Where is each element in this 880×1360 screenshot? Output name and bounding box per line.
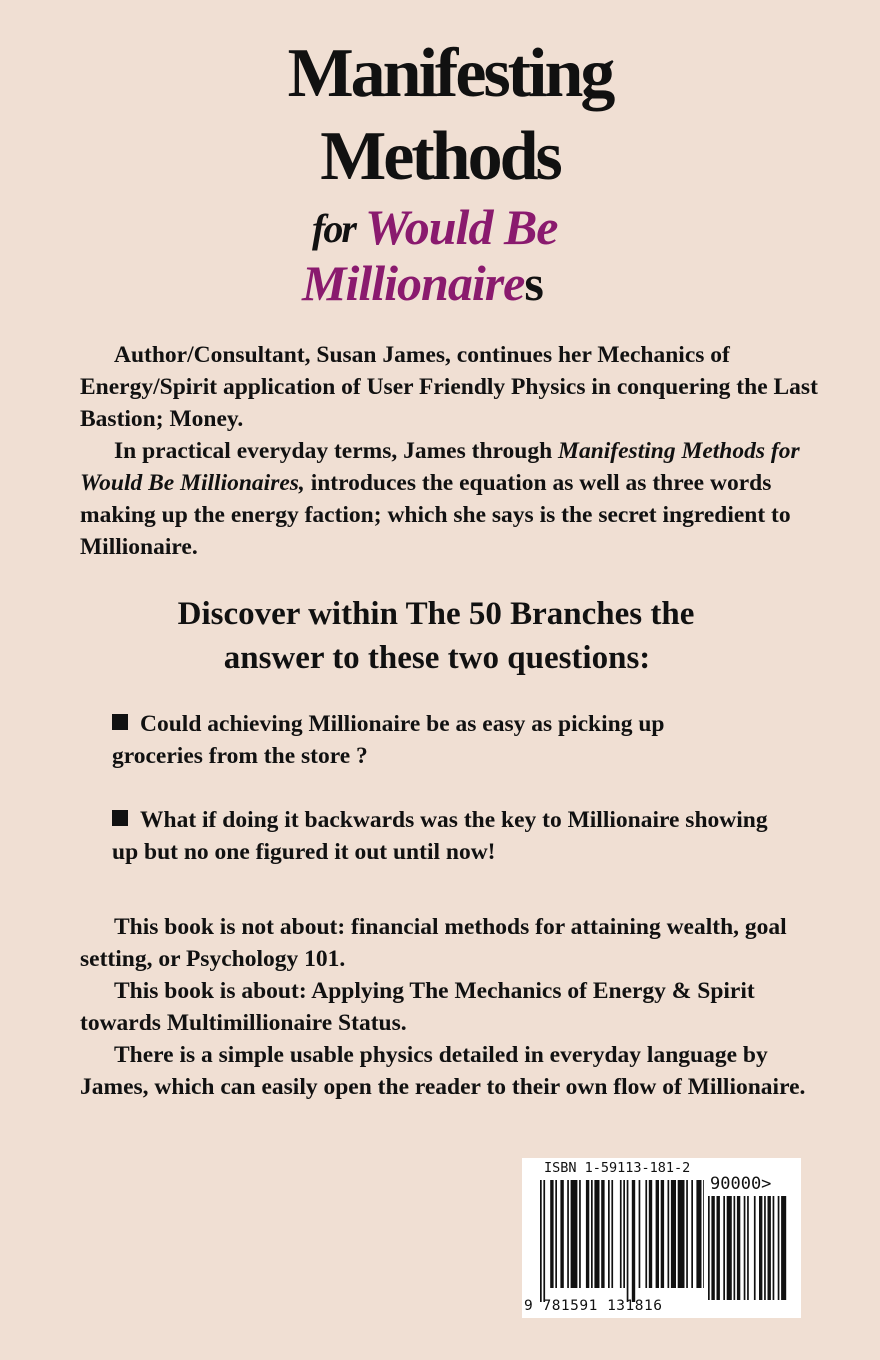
barcode-bar [620,1180,622,1288]
barcode-bar [543,1180,545,1302]
barcode-bar [656,1180,659,1288]
bullet-square-icon [112,714,128,730]
barcode-bar [744,1196,746,1300]
barcode-bar [727,1196,732,1300]
ean-barcode-bars [540,1180,704,1302]
subtitle-millionaires [302,256,543,310]
bullet-square-icon [112,810,128,826]
barcode-bar [579,1180,581,1288]
barcode-bar [623,1180,625,1288]
barcode-bar [601,1180,604,1288]
isbn-label: ISBN 1-59113-181-2 [544,1160,691,1176]
barcode-bar [639,1180,641,1288]
about-paragraph-1: This book is not about: financial methods for attaining wealth, goal setting, or Psychology 101. [80,914,787,972]
barcode-bar [611,1180,613,1288]
barcode-bar [594,1180,599,1288]
about-paragraph-2: This book is about: Applying The Mechanics of Energy & Spirit towards Multimillionaire Status. [80,978,755,1036]
question-1: Could achieving Millionaire be as easy as picking up groceries from the store ? [112,711,665,769]
price-code: 90000> [710,1174,772,1194]
barcode-bar [778,1196,780,1300]
barcode-bar [645,1180,647,1288]
price-addon-bars [708,1196,796,1302]
discover-heading-line-1: Discover within The 50 Branches the [177,596,695,632]
barcode-number: 9 781591 131816 [524,1298,663,1314]
barcode-bar [661,1180,664,1288]
discover-heading-line-2: answer to these two questions: [223,640,651,676]
barcode-bar [567,1180,569,1288]
barcode-bar [560,1180,563,1288]
barcode-bar [723,1196,725,1300]
barcode-bar [734,1196,736,1300]
barcode-bar [671,1180,676,1288]
barcode-bar [703,1180,704,1288]
barcode-bar [764,1196,766,1300]
barcode-bar [649,1180,652,1288]
barcode-bar [768,1196,771,1300]
barcode-bar [773,1196,775,1300]
subtitle-for: for [312,206,355,251]
barcode-bar [608,1180,610,1288]
barcode-bar [686,1180,688,1288]
barcode-bar [586,1180,589,1288]
barcode-bar [711,1196,714,1300]
barcode-bar [668,1180,670,1288]
book-title-italic: Manifesting Methods for Would Be Millionaires, [80,438,800,496]
barcode-bar [696,1180,701,1288]
barcode-bar [717,1196,720,1300]
subtitle-would-be: Would Be [365,199,558,255]
barcode-bar [632,1180,635,1302]
barcode-bar [555,1180,557,1288]
subtitle-millionaire-word: Millionaire [302,255,525,311]
title-line-2: Methods [320,118,560,195]
intro-paragraph-1: Author/Consultant, Susan James, continues her Mechanics of Energy/Spirit application of User Friendly Physics in conquering the Last Bastion; Money. [80,342,818,432]
barcode-panel [522,1158,801,1318]
barcode-bar [627,1180,629,1302]
question-2: What if doing it backwards was the key to Millionaire showing up but no one figured it out until now! [112,807,768,865]
subtitle-plural-s: s [524,255,543,311]
barcode-bar [550,1180,553,1288]
barcode-bar [708,1196,710,1300]
barcode-bar [540,1180,542,1302]
barcode-bar [759,1196,762,1300]
barcode-bar [781,1196,786,1300]
barcode-bar [691,1180,693,1288]
title-line-1: Manifesting [287,35,613,112]
barcode-bar [591,1180,593,1288]
about-paragraph-3: There is a simple usable physics detailed in everyday language by James, which can easily open the reader to their own flow of Millionaire. [80,1042,806,1100]
barcode-bar [747,1196,749,1300]
barcode-bar [737,1196,740,1300]
barcode-bar [754,1196,756,1300]
barcode-bar [571,1180,578,1288]
intro-paragraph-2: In practical everyday terms, James through Manifesting Methods for Would Be Millionaires, introduces the equation as well as three words making up the energy faction; which she says is the secret ingredient to Millionaire. [80,438,800,560]
barcode-bar [678,1180,685,1288]
